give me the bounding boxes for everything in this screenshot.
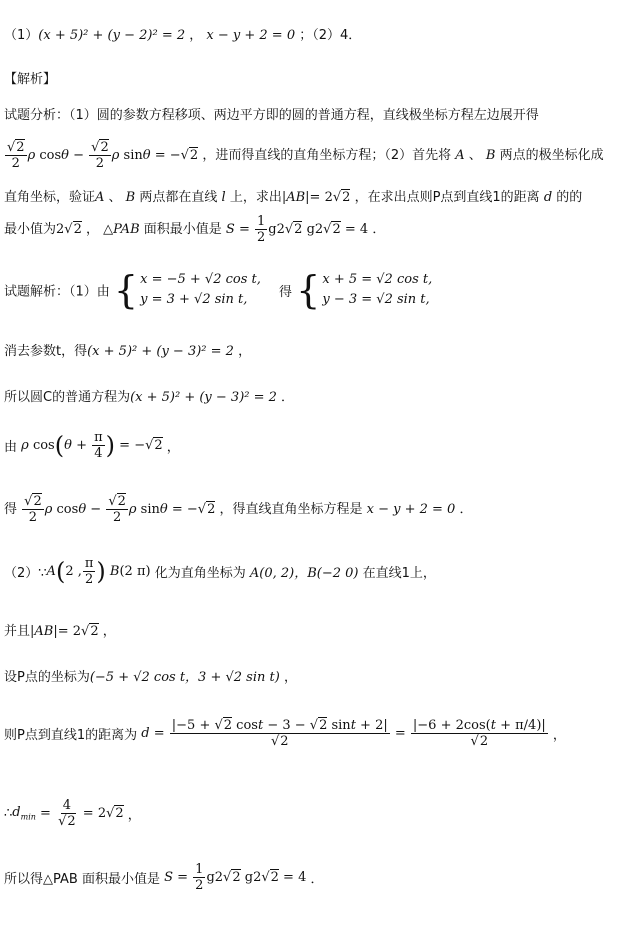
solution-line-eq: 得 $\frac{√2}{2}$ ρ cosθ − $\frac{√2}{2}$ ρ sinθ = −√2 ，得直线直角坐标方程是 x − y + 2 = 0 ． [4, 494, 473, 525]
solution-polar: 由 ρ cos(θ + $\frac{\pi}{4}$ ) = −√2 ， [4, 430, 180, 461]
solution-distance: 则P点到直线1的距离为 d = $\frac{|-5 + √2 \cos t - 3 - √2 \sin t + 2|}{√2}$ = $\frac{|-6 + 2\cos(t + \pi/4)|}{√2}$ ， [4, 718, 566, 749]
solution-ab-length: 并且|AB|= 2√2 ， [4, 624, 116, 639]
analysis-line2: $\frac{√2}{2}$ ρ cosθ − $\frac{√2}{2}$ ρ sinθ = −√2 ，进而得直线的直角坐标方程；（2）首先将 A 、 B 两点的极坐标化成 [7, 140, 604, 171]
analysis-line2-tail: 两点的极坐标化成 [499, 148, 604, 163]
solution-eliminate: 消去参数t，得(x + 5)² + (y − 3)² = 2 ， [4, 344, 252, 359]
analysis-line4: 最小值为2√2 ， △PAB 面积最小值是 S = $\frac{1}{2}$ g2√2 g2√2 = 4 ． [4, 214, 386, 245]
solution-set-p: 设P点的坐标为(−5 + √2 cos t，3 + √2 sin t) ， [4, 670, 297, 685]
analysis-line3: 直角坐标，验证A 、 B 两点都在直线 l 上，求出|AB|= 2√2 ，在求出点则P点到直线1的距离 d 的的 [4, 190, 583, 205]
solution-dmin: $\therefore d_{min}$ = $\frac{4}{√2}$ = 2√2 ， [4, 798, 141, 829]
answer-part1-label: （1） [4, 28, 39, 43]
answer-line: （1）(x + 5)² + (y − 2)² = 2 ， x − y + 2 = 0 ；（2）4． [4, 28, 362, 43]
solution-part2: （2）∵A(2 , $\frac{\pi}{2}$ ) B(2 π) 化为直角坐标为 A(0, 2)，B(−2 0) 在直线1上， [4, 556, 436, 587]
solution-final: 所以得△PAB 面积最小值是 S = $\frac{1}{2}$ g2√2 g2√2 = 4 ． [4, 862, 324, 893]
answer-line-eq: x − y + 2 = 0 [206, 28, 296, 43]
analysis-intro: 试题分析：（1）圆的参数方程移项、两边平方即的圆的普通方程，直线极坐标方程左边展开得 [4, 108, 539, 123]
answer-circle-eq: (x + 5)² + (y − 2)² = 2 [38, 28, 186, 43]
section-title: 【解析】 [4, 72, 57, 87]
analysis-line2-text: ，进而得直线的直角坐标方程；（2）首先将 [202, 148, 452, 163]
solution-circle: 所以圆C的普通方程为(x + 5)² + (y − 3)² = 2 ． [4, 390, 295, 405]
solution-line1: 试题解析：（1）由 { x = −5 + √2 cos t, y = 3 + √2 sin t, 得 { x + 5 = √2 cos t, y − 3 = √2 sin t, [4, 268, 433, 312]
answer-part2: ；（2）4． [299, 28, 362, 43]
